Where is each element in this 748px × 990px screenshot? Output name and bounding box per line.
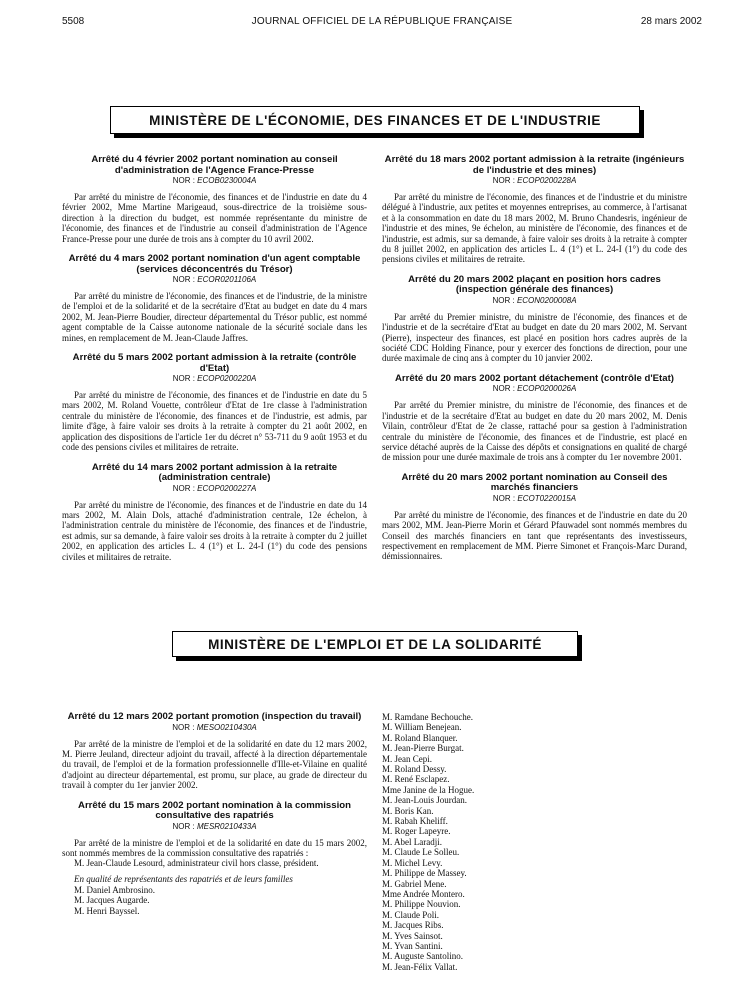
nor-label: NOR : xyxy=(492,176,515,185)
decree-title: Arrêté du 20 mars 2002 portant détachement (contrôle d'Etat) xyxy=(395,372,674,384)
decree-article xyxy=(382,155,687,265)
member-name: M. Philippe de Massey. xyxy=(382,868,467,879)
nor-reference xyxy=(382,176,687,186)
decree-article xyxy=(62,801,367,916)
nor-code: ECOP0200228A xyxy=(517,176,577,185)
member-name: M. Roland Dessy. xyxy=(382,764,447,775)
decree-title: Arrêté du 15 mars 2002 portant nomination à la commission consultative des rapatriés xyxy=(78,799,351,822)
nor-label: NOR : xyxy=(172,722,195,732)
nor-code: ECOR0201106A xyxy=(197,275,257,285)
left-column-emploi xyxy=(62,712,367,926)
decree-title: Arrêté du 20 mars 2002 plaçant en position hors cadres (inspection générale des finances) xyxy=(408,273,661,296)
decree-article xyxy=(62,463,367,562)
member-name: M. Yvan Santini. xyxy=(382,940,443,951)
decree-article xyxy=(382,473,687,562)
nor-reference xyxy=(382,384,687,394)
decree-body: Par arrêté du Premier ministre, du ministre de l'économie, des finances et de l'industrie et de la secrétaire d'Etat au budget en date du 20 mars 2002, M. Servant (Pierre), inspecteur des finances, est placé en position hors cadres auprès de la société CDC Holding Finance, pour y exercer des fonctions de direction, pour une durée maximale de cinq ans à compter du 10 janvier 2002. xyxy=(382,311,687,364)
member-name: M. Rabah Kheliff. xyxy=(382,816,448,827)
left-column-economie xyxy=(62,155,367,572)
member-name: M. Yves Sainsot. xyxy=(382,930,443,941)
decree-body: Par arrêté de la ministre de l'emploi et de la solidarité en date du 15 mars 2002, sont nommés membres de la commission consultative des rapatriés : xyxy=(62,837,367,858)
decree-article xyxy=(62,353,367,452)
decree-body: Par arrêté du ministre de l'économie, des finances et de l'industrie en date du 14 mars 2002, M. Alain Dols, attaché d'administration centrale, 12e échelon, à l'administration centrale du ministère de l'économie, des finances et de l'industrie, est admis, sur sa demande, à faire valoir ses droits à la retraite à compter du 2 juillet 2002, en application des articles L. 4 (1°) et L. 24-I (1°) du code des pensions civiles et militaires de retraite. xyxy=(62,499,367,562)
nor-code: ECOT0220015A xyxy=(517,493,577,503)
decree-body-president: M. Jean-Claude Lesourd, administrateur civil hors classe, président. xyxy=(74,858,319,869)
nor-reference xyxy=(62,822,367,832)
decree-title: Arrêté du 4 février 2002 portant nomination au conseil d'administration de l'Agence France-Presse xyxy=(91,154,338,176)
decree-title: Arrêté du 5 mars 2002 portant admission à la retraite (contrôle d'Etat) xyxy=(72,352,357,374)
nor-label: NOR : xyxy=(172,275,195,285)
nor-reference xyxy=(382,296,687,306)
decree-article xyxy=(62,155,367,244)
decree-article xyxy=(62,254,367,343)
nor-label: NOR : xyxy=(492,295,515,305)
member-name: M. Daniel Ambrosino. xyxy=(74,884,155,895)
section-subheading: En qualité de représentants des rapatriés et de leurs familles xyxy=(74,873,293,884)
decree-title: Arrêté du 4 mars 2002 portant nomination d'un agent comptable (services déconcentrés du Trésor) xyxy=(68,253,361,275)
nor-reference xyxy=(62,723,367,733)
decree-title: Arrêté du 14 mars 2002 portant admission à la retraite (administration centrale) xyxy=(91,461,338,483)
nor-reference xyxy=(62,484,367,494)
member-name: M. Jean-Félix Vallat. xyxy=(382,961,458,972)
member-name: M. Philippe Nouvion. xyxy=(382,899,461,910)
member-name: M. Roger Lapeyre. xyxy=(382,826,451,837)
decree-article xyxy=(382,374,687,463)
nor-reference xyxy=(62,374,367,384)
member-name: M. Jacques Ribs. xyxy=(382,920,444,931)
member-name: M. Henri Bayssel. xyxy=(74,905,140,916)
page-number: 5508 xyxy=(62,16,85,27)
nor-label: NOR : xyxy=(172,176,195,185)
nor-code: ECON0200008A xyxy=(516,295,577,305)
nor-label: NOR : xyxy=(172,483,195,493)
nor-label: NOR : xyxy=(172,374,195,384)
nor-label: NOR : xyxy=(172,821,195,831)
journal-title: JOURNAL OFFICIEL DE LA RÉPUBLIQUE FRANÇAISE xyxy=(251,16,513,27)
decree-title: Arrêté du 12 mars 2002 portant promotion (inspection du travail) xyxy=(67,711,362,722)
member-name: M. Roland Blanquer. xyxy=(382,732,458,743)
member-name: M. Claude Poli. xyxy=(382,909,440,920)
member-name: Mme Janine de la Hogue. xyxy=(382,784,475,795)
page-header xyxy=(62,16,702,30)
nor-code: MESR0210433A xyxy=(196,821,257,831)
ministry-heading-economie: MINISTÈRE DE L'ÉCONOMIE, DES FINANCES ET DE L'INDUSTRIE xyxy=(110,106,640,134)
member-name: M. William Benejean. xyxy=(382,722,462,733)
decree-title: Arrêté du 18 mars 2002 portant admission à la retraite (ingénieurs de l'industrie et des mines) xyxy=(384,154,685,176)
decree-body: Par arrêté de la ministre de l'emploi et de la solidarité en date du 12 mars 2002, M. Pierre Jeuland, directeur adjoint du travail, affecté à la direction départementale du travail, de l'emploi et de la formation professionnelle d'Ille-et-Vilaine en qualité d'adjoint au directeur départemental, est promu, sur place, au grade de directeur du travail à compter du 1er janvier 2002. xyxy=(62,738,367,791)
nor-reference xyxy=(382,494,687,504)
nor-code: ECOP0200026A xyxy=(517,384,577,394)
member-name: M. Jacques Augarde. xyxy=(74,895,150,906)
member-name: M. Michel Levy. xyxy=(382,857,443,868)
member-name: Mme Andrée Montero. xyxy=(382,888,465,899)
member-name: M. Jean-Pierre Burgat. xyxy=(382,743,464,754)
member-name: M. René Esclapez. xyxy=(382,774,450,785)
member-name: M. Auguste Santolino. xyxy=(382,951,464,962)
nor-code: MESO0210430A xyxy=(196,722,257,732)
ministry-heading-emploi: MINISTÈRE DE L'EMPLOI ET DE LA SOLIDARITÉ xyxy=(172,631,578,657)
decree-body: Par arrêté du ministre de l'économie, des finances et de l'industrie, de la ministre de l'emploi et de la solidarité et de la secrétaire d'Etat au budget en date du 4 mars 2002, M. Jean-Pierre Boudier, directeur départemental du Trésor public, est nommé agent comptable de la Caisse autonome nationale de la sécurité sociale dans les mines, en remplacement de M. Jean-Claude Jaffres. xyxy=(62,291,367,343)
decree-article xyxy=(382,275,687,364)
decree-body: Par arrêté du ministre de l'économie, des finances et de l'industrie et du ministre délégué à l'industrie, aux petites et moyennes entreprises, au commerce, à l'artisanat et à la consommation en date du 18 mars 2002, M. Bruno Chandesris, ingénieur de l'industrie et des mines, 9e échelon, au ministère de l'économie, des finances et de l'industrie, est admis, sur sa demande, à faire valoir ses droits à la retraite à compter du 8 juillet 2002, en application des articles L. 4 (1°) et L. 24-I (1°) du code des pensions civiles et militaires de retraite. xyxy=(382,192,687,265)
member-list xyxy=(382,712,687,972)
member-name: M. Claude Le Solleu. xyxy=(382,847,460,858)
nor-reference xyxy=(62,176,367,186)
member-name: M. Jean Cepi. xyxy=(382,753,432,764)
nor-label: NOR : xyxy=(492,493,516,503)
decree-article xyxy=(62,712,367,791)
nor-reference xyxy=(62,275,367,285)
right-column-economie xyxy=(382,155,687,572)
decree-body: Par arrêté du ministre de l'économie, des finances et de l'industrie en date du 20 mars 2002, MM. Jean-Pierre Morin et Gérard Pfauwadel sont nommés membres du Conseil des marchés financiers en tant que représentants des investisseurs, respectivement en remplacement de MM. Pierre Simonet et François-Marc Durand, démissionnaires. xyxy=(382,509,687,562)
decree-title: Arrêté du 20 mars 2002 portant nomination au Conseil des marchés financiers xyxy=(401,471,668,494)
decree-body: Par arrêté du ministre de l'économie, des finances et de l'industrie en date du 5 mars 2002, M. Roland Vouette, contrôleur d'Etat de 1re classe à l'administration centrale du ministère de l'économie, des finances et de l'industrie, est admis, par limite d'âge, à faire valoir ses droits à la retraite à compter du 21 août 2002, en application des dispositions de l'article 1er du décret n° 53-711 du 9 août 1953 et du code des pensions civiles et militaires de retraite. xyxy=(62,390,367,453)
decree-body: Par arrêté du ministre de l'économie, des finances et de l'industrie en date du 4 février 2002, Mme Martine Marigeaud, sous-directrice de la troisième sous-direction à la direction du budget, est nommée représentante du ministre de l'économie, des finances et de l'industrie au conseil d'administration de l'Agence France-Presse pour une durée de trois ans à compter du 10 avril 2002. xyxy=(62,192,367,244)
member-name: M. Jean-Louis Jourdan. xyxy=(382,795,467,806)
member-name: M. Boris Kan. xyxy=(382,805,434,816)
member-name: M. Gabriel Mene. xyxy=(382,878,447,889)
nor-label: NOR : xyxy=(492,384,515,394)
nor-code: ECOP0200220A xyxy=(197,374,257,384)
issue-date: 28 mars 2002 xyxy=(640,16,702,27)
member-name: M. Ramdane Bechouche. xyxy=(382,712,473,722)
member-name: M. Abel Laradji. xyxy=(382,836,442,847)
nor-code: ECOB0230004A xyxy=(197,176,257,185)
decree-body: Par arrêté du Premier ministre, du ministre de l'économie, des finances et de l'industrie et de la secrétaire d'Etat au budget en date du 20 mars 2002, M. Denis Vilain, contrôleur d'Etat de 2e classe, rattaché pour sa gestion à l'administration centrale du ministère de l'économie, des finances et de l'industrie, est placé en service détaché auprès de la Caisse des dépôts et consignations en qualité de chargé de mission pour une durée maximale de trois ans à compter du 1er novembre 2001. xyxy=(382,400,687,463)
right-column-emploi xyxy=(382,712,687,972)
nor-code: ECOP0200227A xyxy=(197,483,257,493)
member-list xyxy=(62,885,367,916)
